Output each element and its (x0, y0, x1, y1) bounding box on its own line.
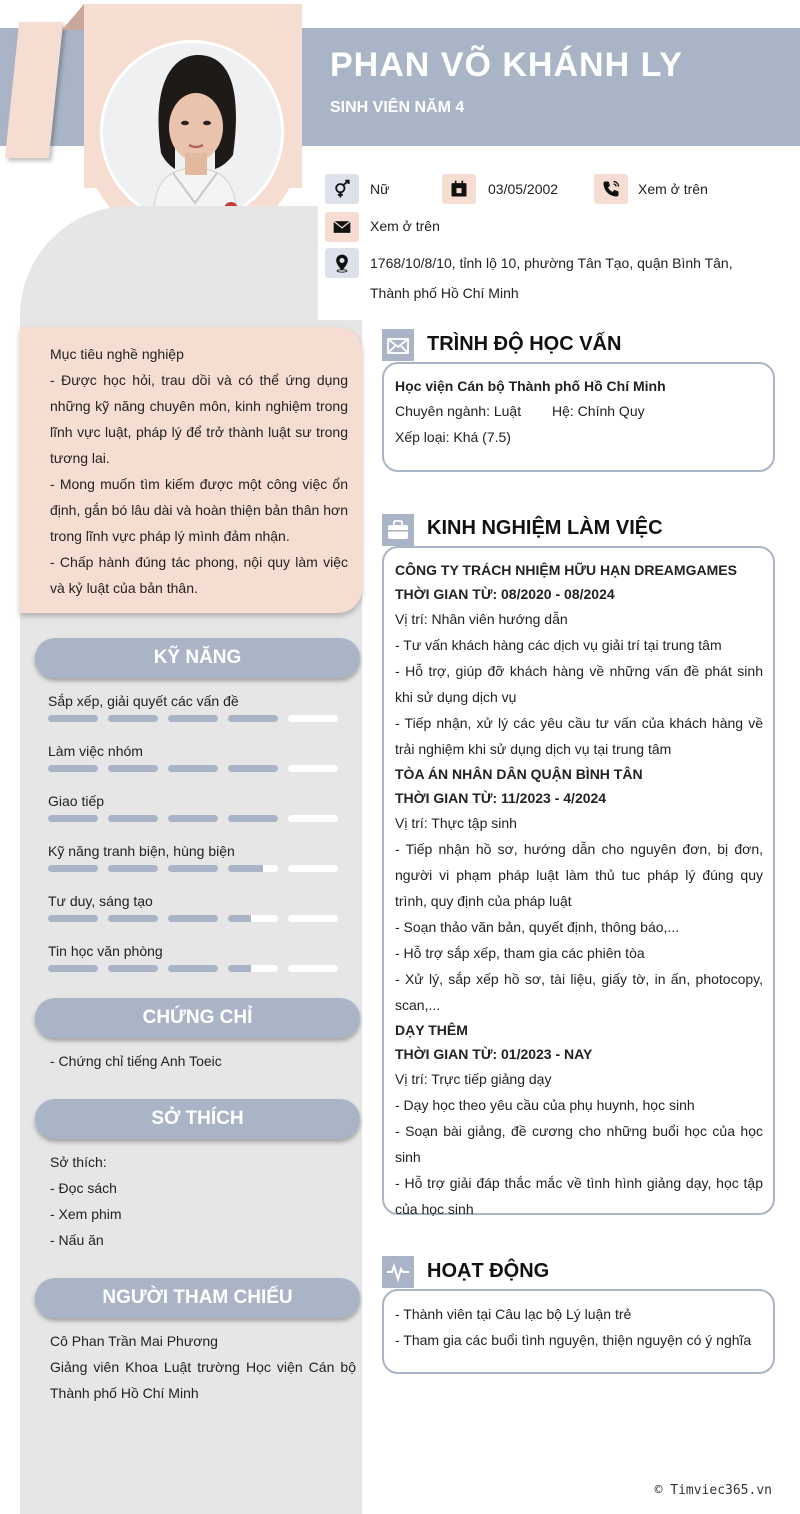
education-meta (395, 398, 763, 424)
education-school: Học viện Cán bộ Thành phố Hồ Chí Minh (395, 378, 666, 394)
address-line-1: 1768/10/8/10, tỉnh lộ 10, phường Tân Tạo, quận Bình Tân, (370, 255, 733, 271)
skill-level-segment (168, 815, 218, 822)
skill-level-fill (228, 965, 251, 972)
skill-level-segment (108, 915, 158, 922)
skill-level-fill (168, 915, 218, 922)
job-company: CÔNG TY TRÁCH NHIỆM HỮU HẠN DREAMGAMES (395, 562, 737, 578)
hobby-line: - Xem phim (50, 1206, 122, 1222)
skill-name: Tin học văn phòng (48, 943, 163, 959)
skill-level-segment (228, 765, 278, 772)
job-position: Vị trí: Thực tập sinh (395, 815, 517, 831)
skill-level-segment (108, 865, 158, 872)
briefcase-icon (382, 514, 414, 546)
hobbies-heading: SỞ THÍCH (35, 1099, 360, 1139)
hobby-line: Sở thích: (50, 1154, 107, 1170)
job-position: Vị trí: Trực tiếp giảng dạy (395, 1071, 552, 1087)
skill-level-fill (228, 915, 251, 922)
skill-level-bar (48, 715, 338, 722)
skill-level-segment (228, 815, 278, 822)
skill-level-segment (288, 915, 338, 922)
pulse-icon (382, 1256, 414, 1288)
map-pin-icon (325, 248, 359, 278)
skill-level-segment (168, 915, 218, 922)
skill-level-fill (108, 865, 158, 872)
skill-name: Giao tiếp (48, 793, 105, 809)
skill-level-segment (288, 715, 338, 722)
skill-level-segment (108, 765, 158, 772)
skill-level-fill (48, 865, 98, 872)
references-body (50, 1328, 356, 1406)
job-task: - Hỗ trợ sắp xếp, tham gia các phiên tòa (395, 945, 645, 961)
job-task: - Xử lý, sắp xếp hồ sơ, tài liệu, giấy tờ, in ấn, photocopy, scan,... (395, 971, 763, 1013)
skill-level-fill (168, 965, 218, 972)
candidate-subtitle: SINH VIÊN NĂM 4 (330, 99, 465, 116)
skill-level-segment (288, 865, 338, 872)
skill-level-segment (288, 815, 338, 822)
objective-item: - Chấp hành đúng tác phong, nội quy làm việc và kỷ luật của bản thân. (50, 554, 348, 596)
skill-level-fill (228, 765, 278, 772)
skill-level-segment (228, 915, 278, 922)
experience-box (382, 546, 775, 1215)
skill-level-segment (228, 965, 278, 972)
decorative-fold (62, 4, 84, 30)
education-major: Chuyên ngành: Luật (395, 403, 522, 419)
phone-value: Xem ở trên (638, 181, 708, 197)
job-company: DẠY THÊM (395, 1022, 468, 1038)
skill-level-fill (228, 715, 278, 722)
job-task: - Soạn bài giảng, đề cương cho những buổi học của học sinh (395, 1123, 763, 1165)
experience-title: KINH NGHIỆM LÀM VIỆC (427, 517, 663, 539)
skill-level-segment (48, 865, 98, 872)
skill-level-bar (48, 915, 338, 922)
skill-level-segment (168, 715, 218, 722)
skill-level-fill (168, 815, 218, 822)
skill-level-segment (288, 965, 338, 972)
skill-level-segment (108, 965, 158, 972)
skill-level-fill (108, 715, 158, 722)
skill-level-segment (228, 865, 278, 872)
envelope-icon (325, 212, 359, 242)
certificate-item: - Chứng chỉ tiếng Anh Toeic (50, 1053, 222, 1069)
skill-level-segment (168, 765, 218, 772)
avatar (100, 40, 284, 224)
skill-level-fill (108, 915, 158, 922)
education-title: TRÌNH ĐỘ HỌC VẤN (427, 333, 622, 355)
skill-level-segment (48, 815, 98, 822)
skills-heading: KỸ NĂNG (35, 638, 360, 678)
skill-level-bar (48, 815, 338, 822)
skill-level-fill (48, 715, 98, 722)
job-period: THỜI GIAN TỪ: 01/2023 - NAY (395, 1046, 593, 1062)
skill-level-segment (168, 865, 218, 872)
objective-title: Mục tiêu nghề nghiệp (50, 346, 184, 362)
hobby-line: - Nấu ăn (50, 1232, 104, 1248)
skill-level-fill (228, 865, 263, 872)
skill-level-fill (108, 815, 158, 822)
skill-level-segment (48, 715, 98, 722)
skill-name: Kỹ năng tranh biện, hùng biện (48, 843, 235, 859)
skill-level-bar (48, 765, 338, 772)
skill-level-segment (108, 715, 158, 722)
job-task: - Hỗ trợ, giúp đỡ khách hàng về những vấn đề phát sinh khi sử dụng dịch vụ (395, 663, 763, 705)
education-system: Hệ: Chính Quy (552, 403, 645, 419)
job-task: - Soạn thảo văn bản, quyết định, thông báo,... (395, 919, 680, 935)
skill-level-segment (288, 765, 338, 772)
phone-icon (594, 174, 628, 204)
email-value: Xem ở trên (370, 218, 440, 234)
candidate-name: PHAN VÕ KHÁNH LY (330, 46, 683, 84)
references-heading: NGƯỜI THAM CHIẾU (35, 1278, 360, 1318)
job-company: TÒA ÁN NHÂN DÂN QUẬN BÌNH TÂN (395, 766, 643, 782)
hobby-line: - Đọc sách (50, 1180, 117, 1196)
skill-level-bar (48, 865, 338, 872)
job-task: - Tiếp nhận, xử lý các yêu cầu tư vấn của khách hàng về trải nghiệm khi sử dụng dịch vụ tại trung tâm (395, 715, 763, 757)
footer-credit: © Timviec365.vn (654, 1483, 772, 1498)
education-grade: Xếp loại: Khá (7.5) (395, 429, 511, 445)
activity-item: - Thành viên tại Câu lạc bộ Lý luận trẻ (395, 1306, 632, 1322)
activities-title: HOẠT ĐỘNG (427, 1260, 550, 1282)
skill-level-bar (48, 965, 338, 972)
job-period: THỜI GIAN TỪ: 08/2020 - 08/2024 (395, 586, 615, 602)
job-task: - Tiếp nhận hồ sơ, hướng dẫn cho nguyên đơn, bị đơn, người vi phạm pháp luật làm thủ tuc pháp lý đúng quy trình, quy định của pháp luật (395, 841, 763, 909)
education-box (382, 362, 775, 472)
reference-detail: Giảng viên Khoa Luật trường Học viện Cán bộ Thành phố Hồ Chí Minh (50, 1359, 356, 1401)
skill-level-segment (48, 965, 98, 972)
skill-level-fill (168, 865, 218, 872)
objective-item: - Được học hỏi, trau dồi và có thể ứng dụng những kỹ năng chuyên môn, kinh nghiệm trong lĩnh vực luật, pháp lý để trở thành luật sư trong tương lai. (50, 372, 348, 466)
skill-level-segment (108, 815, 158, 822)
skill-name: Làm việc nhóm (48, 743, 143, 759)
gender-value: Nữ (370, 181, 390, 197)
gender-icon (325, 174, 359, 204)
skill-level-fill (48, 915, 98, 922)
skill-level-segment (48, 915, 98, 922)
hobbies-list (50, 1149, 356, 1253)
job-task: - Tư vấn khách hàng các dịch vụ giải trí tại trung tâm (395, 637, 722, 653)
objective-item: - Mong muốn tìm kiếm được một công việc ổn định, gắn bó lâu dài và hoàn thiện bản thân hơn trong lĩnh vực pháp lý mình đảm nhận. (50, 476, 348, 544)
skill-name: Sắp xếp, giải quyết các vấn đề (48, 693, 239, 709)
envelope-open-icon (382, 329, 414, 361)
job-task: - Dạy học theo yêu cầu của phụ huynh, học sinh (395, 1097, 695, 1113)
certificates-heading: CHỨNG CHỈ (35, 998, 360, 1038)
skill-level-segment (228, 715, 278, 722)
activities-box (382, 1289, 775, 1374)
skill-level-segment (168, 965, 218, 972)
address-line-2: Thành phố Hồ Chí Minh (370, 285, 519, 301)
activity-item: - Tham gia các buổi tình nguyện, thiện nguyện có ý nghĩa (395, 1332, 752, 1348)
skill-level-fill (48, 815, 98, 822)
skill-level-segment (48, 765, 98, 772)
skill-name: Tư duy, sáng tạo (48, 893, 153, 909)
skill-level-fill (108, 965, 158, 972)
skill-level-fill (168, 715, 218, 722)
reference-name: Cô Phan Trần Mai Phương (50, 1333, 218, 1349)
dob-value: 03/05/2002 (488, 181, 559, 197)
skill-level-fill (48, 965, 98, 972)
calendar-icon (442, 174, 476, 204)
skill-level-fill (108, 765, 158, 772)
skill-level-fill (228, 815, 278, 822)
job-position: Vị trí: Nhân viên hướng dẫn (395, 611, 568, 627)
skill-level-fill (168, 765, 218, 772)
career-objective (20, 327, 362, 613)
job-period: THỜI GIAN TỪ: 11/2023 - 4/2024 (395, 790, 607, 806)
job-task: - Hỗ trợ giải đáp thắc mắc về tình hình giảng dạy, học tập của học sinh (395, 1175, 763, 1217)
skill-level-fill (48, 765, 98, 772)
